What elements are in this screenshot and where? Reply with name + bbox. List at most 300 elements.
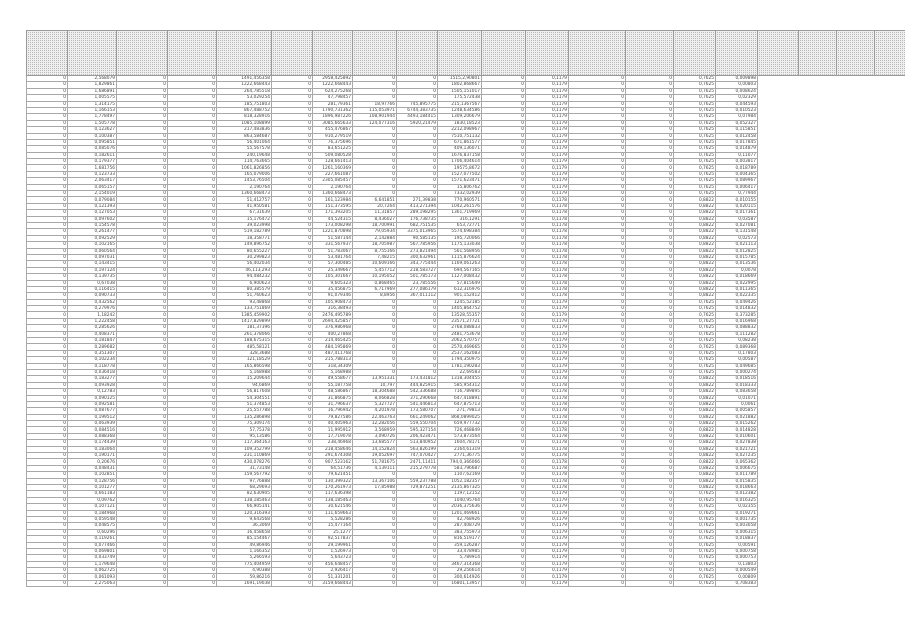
table-cell: 0 (482, 274, 526, 280)
table-cell: 3159,668443 (313, 580, 353, 586)
table-cell: 0 (272, 267, 313, 273)
table-cell: 0,1178 (526, 235, 569, 241)
table-cell: 0 (168, 267, 217, 273)
table-cell: 5920,21479 (397, 120, 438, 126)
table-cell: 5,457712 (353, 267, 397, 273)
table-cell: 0 (482, 389, 526, 395)
table-cell: 0 (626, 357, 674, 363)
table-cell: 0 (482, 120, 526, 126)
table-cell: 0,11077 (716, 152, 758, 158)
table-cell: 0 (272, 529, 313, 535)
table-cell: 240,19648 (217, 152, 272, 158)
table-cell: 0 (117, 88, 168, 94)
table-cell: 0 (272, 491, 313, 497)
table-cell: 0 (397, 95, 438, 101)
table-cell: 0 (168, 197, 217, 203)
table-cell: 0 (272, 229, 313, 235)
table-cell: 0 (626, 529, 674, 535)
table-cell: 0 (117, 318, 168, 324)
table-cell: 0 (117, 280, 168, 286)
table-cell: 0 (27, 369, 68, 375)
table-cell: 0 (569, 510, 626, 516)
table-cell: 0 (569, 395, 626, 401)
table-cell: 0 (397, 369, 438, 375)
table-cell: 0,7625 (674, 133, 716, 139)
table-cell: 0,139735 (68, 274, 117, 280)
table-cell: 0,036418 (68, 369, 117, 375)
table-cell: 0 (27, 338, 68, 344)
table-cell: 0 (482, 286, 526, 292)
table-cell: 0 (626, 382, 674, 388)
table-cell: 8,8956 (353, 293, 397, 299)
table-cell: 0 (397, 88, 438, 94)
table-cell: 0 (27, 504, 68, 510)
table-cell: 0,107121 (68, 504, 117, 510)
table-cell: 0 (168, 465, 217, 471)
table-cell: 0 (272, 357, 313, 363)
table-cell: 0 (569, 382, 626, 388)
table-cell: 215,1367567 (438, 101, 482, 107)
table-cell: 0 (397, 159, 438, 165)
table-cell: 0 (626, 197, 674, 203)
table-cell: 0 (117, 216, 168, 222)
table-cell: 0 (626, 261, 674, 267)
table-cell: 0 (27, 401, 68, 407)
table-cell: 49,558677 (313, 376, 353, 382)
table-cell: 0,097602 (68, 216, 117, 222)
table-cell: 0,1179 (526, 88, 569, 94)
table-cell: 82,630905 (217, 491, 272, 497)
table-cell: 0 (569, 203, 626, 209)
table-cell: 0 (27, 216, 68, 222)
table-cell: 0 (482, 472, 526, 478)
table-cell: 0,1178 (526, 395, 569, 401)
table-cell: 91,079346 (313, 293, 353, 299)
table-cell: 0 (482, 344, 526, 350)
table-cell: 0 (117, 414, 168, 420)
table-cell: 0 (482, 325, 526, 331)
table-cell: 0,1179 (526, 350, 569, 356)
column-header (626, 31, 674, 76)
table-cell: 0 (168, 376, 217, 382)
table-cell: 0 (272, 433, 313, 439)
table-cell: 0 (569, 357, 626, 363)
table-cell: 0,7625 (674, 88, 716, 94)
table-cell: 0 (626, 555, 674, 561)
table-cell: 1245,52185 (438, 299, 482, 305)
table-cell: 0,183277 (68, 376, 117, 382)
table-cell: 0 (117, 561, 168, 567)
table-cell: 0 (353, 338, 397, 344)
table-cell: 0,7625 (674, 363, 716, 369)
table-cell: 0 (569, 312, 626, 318)
table-cell: 55,567578 (217, 146, 272, 152)
table-cell: 0 (397, 555, 438, 561)
table-cell: 105,301667 (313, 274, 353, 280)
table-cell: 0 (168, 485, 217, 491)
table-cell: 0 (117, 267, 168, 273)
table-cell: 0 (626, 267, 674, 273)
table-cell: 0 (272, 382, 313, 388)
table-cell: 0,060564 (68, 248, 117, 254)
table-cell: 0 (626, 120, 674, 126)
table-cell: 0 (569, 389, 626, 395)
table-cell: 1040,95764 (438, 497, 482, 503)
table-cell: 0 (569, 465, 626, 471)
table-cell: 1169,061263 (438, 261, 482, 267)
table-cell: 0,1179 (526, 178, 569, 184)
table-cell: 0 (482, 485, 526, 491)
table-cell: 13,685577 (353, 440, 397, 446)
table-cell: 0 (397, 318, 438, 324)
table-cell: 0 (569, 101, 626, 107)
table-cell: 55,187758 (313, 382, 353, 388)
table-cell: 0 (482, 497, 526, 503)
table-cell: 0 (117, 293, 168, 299)
table-cell: 0,049685 (716, 363, 758, 369)
table-cell: 0 (353, 88, 397, 94)
table-cell: 2,190764 (313, 184, 353, 190)
table-cell: 0,000274 (716, 369, 758, 375)
table-cell: 0 (168, 580, 217, 586)
table-cell: 0 (27, 497, 68, 503)
table-cell: 0,1178 (526, 293, 569, 299)
table-cell: 0 (626, 548, 674, 554)
table-cell: 0,1179 (526, 555, 569, 561)
table-cell: 0 (626, 274, 674, 280)
table-cell: 0 (168, 497, 217, 503)
table-cell: 29,256614 (438, 568, 482, 574)
table-cell: 0,095851 (68, 139, 117, 145)
table-cell: 92,517837 (313, 536, 353, 542)
table-cell: 2,275063 (68, 580, 117, 586)
table-cell: 383,755973 (438, 529, 482, 535)
table-cell: 0 (27, 95, 68, 101)
table-cell: 214,465425 (313, 338, 353, 344)
table-cell: 0 (626, 242, 674, 248)
table-cell: 46,113,293 (217, 267, 272, 273)
table-cell: 0,1179 (526, 344, 569, 350)
table-cell: 0,008624 (716, 88, 758, 94)
table-cell: 79,621451 (313, 472, 353, 478)
table-cell: 1505,151017 (438, 88, 482, 94)
table-cell: 0,059548 (68, 516, 117, 522)
table-cell: 0,1178 (526, 472, 569, 478)
table-cell: 0,1178 (526, 229, 569, 235)
table-cell: 0 (626, 325, 674, 331)
table-cell: 0 (353, 82, 397, 88)
table-cell: 501,785173 (397, 274, 438, 280)
table-cell: 0 (569, 344, 626, 350)
table-cell: 868,0899025 (438, 414, 482, 420)
table-cell: 0 (482, 536, 526, 542)
table-cell: 682,751535 (397, 222, 438, 228)
table-cell: 729,871251 (397, 485, 438, 491)
table-cell: 0 (117, 382, 168, 388)
table-cell: 0 (272, 446, 313, 452)
table-cell: 85,154467 (217, 536, 272, 542)
table-cell: 0 (168, 95, 217, 101)
table-cell: 261,378066 (217, 331, 272, 337)
table-cell: 0 (272, 478, 313, 484)
table-cell: 48,586867 (313, 389, 353, 395)
table-cell: 1201,469661 (438, 510, 482, 516)
table-cell: 0 (168, 152, 217, 158)
table-cell: 0,1179 (526, 184, 569, 190)
table-cell: 0 (569, 254, 626, 260)
table-cell: 0 (482, 523, 526, 529)
table-cell: 567,785956 (397, 242, 438, 248)
table-cell: 0,000753 (716, 555, 758, 561)
table-cell: 0 (626, 516, 674, 522)
table-cell: 0,018789 (716, 165, 758, 171)
table-cell: 215,788313 (313, 357, 353, 363)
table-cell: 0 (482, 248, 526, 254)
table-cell: 1,005575 (68, 95, 117, 101)
table-cell: 0,7625 (674, 548, 716, 554)
table-cell: 0,7625 (674, 510, 716, 516)
table-cell: 0 (353, 497, 397, 503)
table-cell: 0,7625 (674, 574, 716, 580)
table-cell: 0 (168, 114, 217, 120)
table-cell: 2,568079 (68, 76, 117, 82)
table-cell: 2062,570757 (438, 338, 482, 344)
table-cell: 51,783067 (313, 248, 353, 254)
table-cell: 0 (569, 120, 626, 126)
table-cell: 0,7625 (674, 120, 716, 126)
table-cell: 0 (569, 274, 626, 280)
table-cell: 0 (397, 133, 438, 139)
table-cell: 4,201978 (353, 408, 397, 414)
table-cell: 0 (272, 325, 313, 331)
table-cell: 161,123984 (313, 197, 353, 203)
table-cell: 1360,668473 (217, 191, 272, 197)
table-cell: 0 (272, 574, 313, 580)
table-cell: 12,282056 (353, 421, 397, 427)
table-cell: 64,51736 (313, 465, 353, 471)
table-cell: 0 (626, 107, 674, 113)
table-cell: 487,411768 (313, 350, 353, 356)
table-cell: 128,661413 (313, 159, 353, 165)
column-header (353, 31, 397, 76)
table-cell: 0 (27, 344, 68, 350)
table-cell: 0,7625 (674, 165, 716, 171)
table-cell: 57,815649 (438, 280, 482, 286)
table-cell: 0 (272, 165, 313, 171)
table-cell: 9,605323 (313, 280, 353, 286)
table-cell: 1453,76504 (217, 178, 272, 184)
table-cell: 0 (626, 254, 674, 260)
table-cell: 80,655227 (217, 248, 272, 254)
table-cell: 0 (397, 542, 438, 548)
table-cell: 0,1178 (526, 453, 569, 459)
table-cell: 0 (569, 146, 626, 152)
table-cell: 0 (117, 376, 168, 382)
table-cell: 171,393205 (313, 210, 353, 216)
table-cell: 218,583727 (397, 267, 438, 273)
table-cell: 90,585135 (397, 235, 438, 241)
table-cell: 5,266593 (217, 555, 272, 561)
table-cell: 0 (482, 465, 526, 471)
table-cell: 0,7625 (674, 82, 716, 88)
table-cell: 0 (272, 210, 313, 216)
table-cell: 0 (626, 338, 674, 344)
table-cell: 1221,870898 (313, 229, 353, 235)
table-cell: 0 (117, 472, 168, 478)
table-cell: 0 (353, 146, 397, 152)
table-cell: 0 (168, 542, 217, 548)
table-cell: 4,139111 (353, 465, 397, 471)
table-cell: 0 (117, 178, 168, 184)
table-cell: 0,02329 (716, 95, 758, 101)
table-cell: 93,48868 (217, 299, 272, 305)
table-cell: 18,705987 (353, 242, 397, 248)
table-cell: 1830,18523 (438, 120, 482, 126)
table-cell: 0 (482, 440, 526, 446)
table-cell: 0 (353, 357, 397, 363)
table-cell: 0 (117, 446, 168, 452)
table-cell: 0 (168, 401, 217, 407)
table-cell: 0,13803 (716, 561, 758, 567)
table-cell: 0,8822 (674, 254, 716, 260)
table-cell: 0,1179 (526, 95, 569, 101)
table-cell: 0 (626, 401, 674, 407)
table-cell: 0 (353, 165, 397, 171)
table-cell: 0,022335 (716, 293, 758, 299)
table-cell: 0 (117, 95, 168, 101)
table-cell: 2135,867325 (438, 485, 482, 491)
table-cell: 0 (27, 446, 68, 452)
table-cell: 0 (626, 139, 674, 145)
table-cell: 0 (569, 261, 626, 267)
table-cell: 0 (482, 395, 526, 401)
table-cell: 6,717969 (353, 286, 397, 292)
table-cell: 176,738735 (397, 216, 438, 222)
table-cell: 0 (27, 421, 68, 427)
table-cell: 0 (397, 472, 438, 478)
column-header (758, 31, 799, 76)
table-cell: 291,674308 (313, 453, 353, 459)
table-cell: 1,505778 (68, 120, 117, 126)
table-cell: 583,796687 (438, 465, 482, 471)
table-cell: 0 (117, 242, 168, 248)
table-cell: 0 (27, 414, 68, 420)
table-cell: 16,796942 (313, 408, 353, 414)
table-cell: 0,1179 (526, 114, 569, 120)
table-cell: 0 (626, 203, 674, 209)
table-cell: 0 (27, 561, 68, 567)
table-cell: 0,111282 (716, 331, 758, 337)
table-cell: 0 (117, 312, 168, 318)
table-cell: 20,7264 (353, 203, 397, 209)
table-cell: 1,166153 (68, 107, 117, 113)
table-cell: 0 (117, 184, 168, 190)
table-cell: 0 (27, 516, 68, 522)
table-cell: 0 (168, 222, 217, 228)
table-cell: 0,7625 (674, 171, 716, 177)
table-cell: 0,131548 (716, 229, 758, 235)
table-cell: 0 (27, 229, 68, 235)
table-cell: 0 (117, 350, 168, 356)
table-cell: 0 (569, 88, 626, 94)
table-cell: 0 (27, 139, 68, 145)
table-cell: 0,1178 (526, 389, 569, 395)
table-cell: 0 (626, 472, 674, 478)
table-cell: 0 (482, 580, 526, 586)
table-cell: 0 (117, 485, 168, 491)
table-cell: 0,000758 (716, 548, 758, 554)
table-cell: 409,136071 (438, 146, 482, 152)
table-cell: 0,8822 (674, 216, 716, 222)
table-cell: 0 (117, 299, 168, 305)
table-cell: 901,152412 (438, 293, 482, 299)
table-cell: 0 (482, 306, 526, 312)
table-cell: 0,021721 (716, 446, 758, 452)
table-cell: 57,300485 (313, 261, 353, 267)
table-cell: 0,018516 (716, 376, 758, 382)
table-cell: 0 (27, 453, 68, 459)
table-cell: 0,011789 (716, 472, 758, 478)
table-cell: 0 (168, 408, 217, 414)
column-header (438, 31, 482, 76)
table-cell: 1527,077502 (438, 171, 482, 177)
table-cell: 0,67038 (68, 280, 117, 286)
table-cell: 0 (27, 242, 68, 248)
table-cell: 18,700991 (353, 222, 397, 228)
table-cell: 0 (168, 159, 217, 165)
table-cell: 0,184968 (68, 510, 117, 516)
table-cell: 0 (27, 267, 68, 273)
table-cell: 0 (397, 191, 438, 197)
table-cell: 0 (353, 139, 397, 145)
table-cell: 0 (482, 376, 526, 382)
table-cell: 0,7625 (674, 306, 716, 312)
table-cell: 0 (482, 312, 526, 318)
table-cell: 0 (626, 433, 674, 439)
table-cell: 0,1179 (526, 568, 569, 574)
table-cell: 0 (168, 293, 217, 299)
table-cell: 0,049426 (716, 299, 758, 305)
table-cell: 0 (569, 107, 626, 113)
table-cell: 0,1178 (526, 408, 569, 414)
column-header (397, 31, 438, 76)
table-cell: 0,1179 (526, 516, 569, 522)
table-cell: 0 (397, 331, 438, 337)
table-cell: 816,519177 (438, 536, 482, 542)
table-cell: 0,1179 (526, 574, 569, 580)
table-cell: 1361,719969 (438, 210, 482, 216)
table-cell: 0 (569, 235, 626, 241)
table-cell: 0,351307 (68, 350, 117, 356)
column-header (526, 31, 569, 76)
table-cell: 0,7625 (674, 357, 716, 363)
table-cell: 0 (482, 184, 526, 190)
table-cell: 1318,304455 (438, 376, 482, 382)
table-cell: 0,1179 (526, 325, 569, 331)
table-cell: 1,179648 (68, 561, 117, 567)
table-cell: 559,550704 (397, 421, 438, 427)
table-cell: 76,375696 (313, 139, 353, 145)
table-cell: 0,7625 (674, 325, 716, 331)
table-cell: 0,179377 (68, 159, 117, 165)
table-cell: 0 (27, 152, 68, 158)
table-cell: 484,195869 (313, 344, 353, 350)
table-cell: 47,798457 (313, 95, 353, 101)
table-cell: 0 (569, 376, 626, 382)
table-cell: 1790,731362 (313, 107, 353, 113)
table-cell: 0 (626, 210, 674, 216)
table-cell: 133,751869 (217, 306, 272, 312)
